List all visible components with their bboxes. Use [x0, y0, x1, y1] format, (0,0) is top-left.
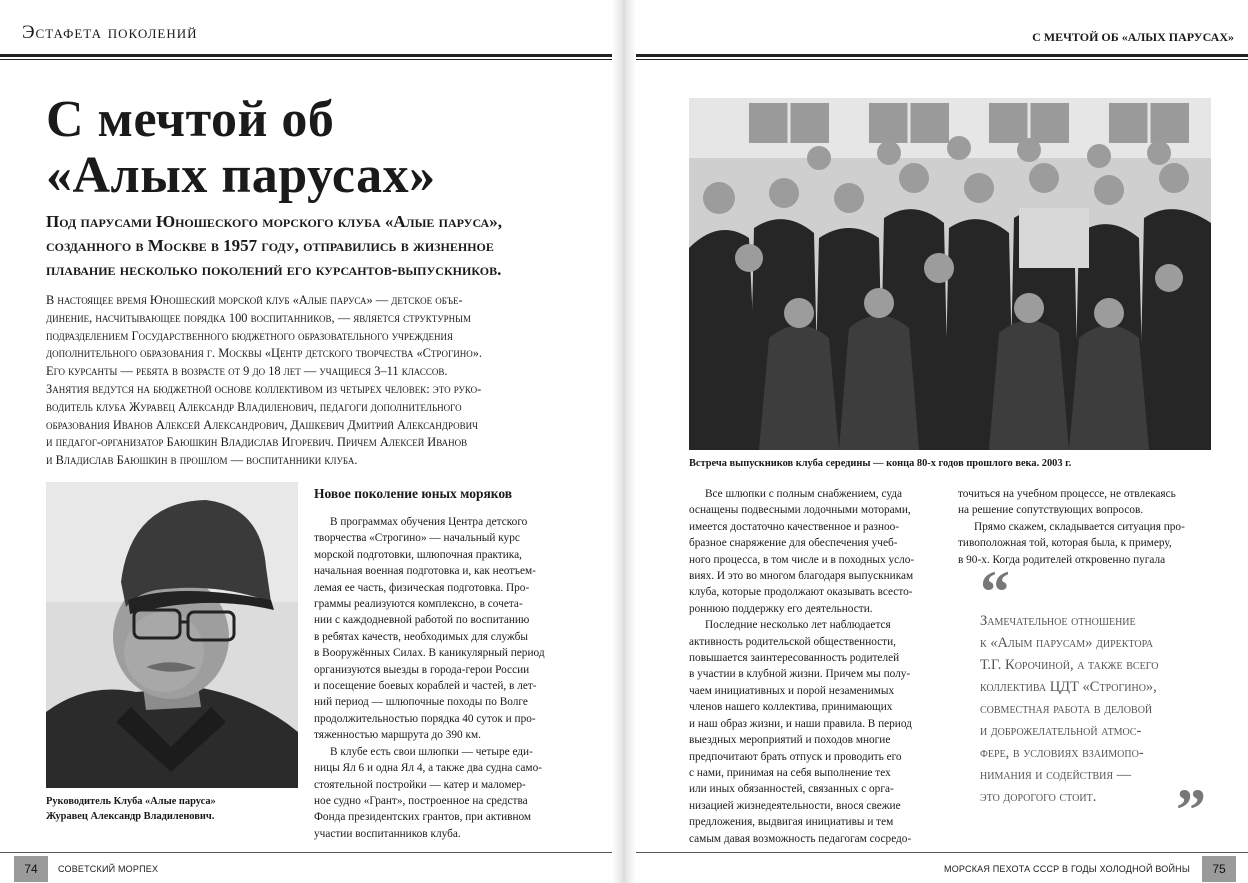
- right-page: [624, 0, 1248, 883]
- body-line: Последние несколько лет наблюдается: [705, 619, 891, 632]
- body-line: в Вооружённых Силах. В каникулярный период: [314, 647, 545, 660]
- top-rule-right-thin: [636, 59, 1248, 60]
- body-line: морской подготовки, шлюпочная практика,: [314, 548, 522, 561]
- body-line: нии с каждодневной работой по воспитанию: [314, 614, 530, 627]
- group-photo: [689, 98, 1211, 450]
- spine-gutter: [612, 0, 636, 883]
- quote-line: коллектива ЦДТ «Строгино»,: [980, 679, 1157, 695]
- intro-line: Занятия ведутся на бюджетной основе коллективом из четырех человек: это руко-: [46, 381, 482, 396]
- group-photo-caption: Встреча выпускников клуба середины — конца 80-х годов прошлого века. 2003 г.: [689, 458, 1072, 469]
- footer-left: СОВЕТСКИЙ МОРПЕХ: [58, 864, 159, 874]
- lead-line: плавание несколько поколений его курсантов-выпускников.: [46, 260, 502, 279]
- quote-open-icon: “: [980, 559, 1010, 625]
- intro-line: В настоящее время Юношеский морской клуб «Алые паруса» — детское объе-: [46, 293, 463, 307]
- quote-line: фере, в условиях взаимопо-: [980, 745, 1144, 761]
- body-line: чаем инициативных и порой незаменимых: [689, 684, 895, 697]
- intro-line: Его курсанты — ребята в возрасте от 9 до 18 лет — учащиеся 3–11 классов.: [46, 364, 448, 379]
- body-line: ницы Ял 6 и одна Ял 4, а также два судна само-: [314, 762, 542, 775]
- footer-rule-left: [0, 852, 612, 853]
- body-line: участии воспитанников клуба.: [314, 827, 461, 840]
- body-line: предложения, выдвигая инициативы и тем: [689, 816, 894, 829]
- quote-line: Замечательное отношение: [980, 613, 1136, 629]
- running-head-right: С МЕЧТОЙ ОБ «АЛЫХ ПАРУСАХ»: [1032, 30, 1234, 44]
- caption-line: Журавец Александр Владиленович.: [46, 811, 215, 822]
- body-line: низацией жизнедеятельности, внося свежие: [689, 799, 901, 812]
- intro-line: образования Иванов Алексей Александрович, Дашкевич Дмитрий Александрович: [46, 417, 478, 432]
- body-line: продолжительностью порядка 40 суток и про-: [314, 712, 536, 725]
- body-line: повышается заинтересованность родителей: [689, 652, 900, 665]
- body-line: тивоположная той, которая была, к примеру,: [958, 537, 1172, 550]
- quote-line: Т.Г. Корочиной, а также всего: [980, 657, 1159, 673]
- body-line: на решение сопутствующих вопросов.: [958, 504, 1144, 517]
- title-line-2: «Алых парусах»: [46, 147, 436, 204]
- body-line: имеется достаточно качественное и разноо-: [689, 520, 900, 533]
- portrait-illustration: [46, 482, 298, 788]
- lead-paragraph: [46, 210, 566, 282]
- body-line: лемая ее часть, физическая подготовка. Про-: [314, 581, 530, 594]
- section-subhead: Новое поколение юных моряков: [314, 486, 513, 501]
- body-line: граммы реализуются комплексно, в сочета-: [314, 598, 523, 611]
- body-line: ного процесса, в том числе и в походных усло-: [689, 553, 915, 566]
- intro-line: дополнительного образования г. Москвы «Центр детского творчества «Строгино».: [46, 346, 483, 361]
- quote-line: к «Алым парусам» директора: [980, 635, 1154, 651]
- body-line: предпочитают брать отпуск и проводить его: [689, 750, 902, 763]
- article-title: [46, 92, 436, 204]
- intro-paragraph: [46, 292, 566, 470]
- body-line: творчества «Строгино» — начальный курс: [314, 532, 520, 545]
- body-line: и посещение боевых кораблей и частей, в лет-: [314, 680, 537, 693]
- body-line: клуба, которые продолжают оказывать всесто-: [689, 586, 913, 599]
- body-line: в ребятах качеств, необходимых для службы: [314, 630, 528, 643]
- body-line: тяженностью маршрута до 390 км.: [314, 729, 481, 742]
- group-photo-illustration: [689, 98, 1211, 450]
- page-number-right: 75: [1202, 856, 1236, 882]
- body-line: В программах обучения Центра детского: [330, 516, 528, 528]
- body-line: членов нашего коллектива, принимающих: [689, 701, 893, 714]
- quote-close-icon: ”: [1176, 777, 1206, 843]
- body-line: в 90-х. Когда родителей откровенно пугала: [958, 553, 1166, 566]
- title-line-1: С мечтой об: [46, 91, 335, 148]
- body-line: самым давая возможность педагогам сосредо-: [689, 832, 912, 845]
- body-line: стоятельной постройки — катер и маломер-: [314, 778, 526, 791]
- top-rule-left-thin: [0, 59, 612, 60]
- intro-line: водитель клуба Журавец Александр Владиленович, педагоги дополнительного: [46, 399, 462, 414]
- left-body-column: [314, 514, 568, 842]
- footer-right: МОРСКАЯ ПЕХОТА СССР В ГОДЫ ХОЛОДНОЙ ВОЙНЫ: [944, 864, 1190, 874]
- body-line: оснащены подвесными лодочными моторами,: [689, 504, 911, 517]
- intro-line: динение, насчитывающее порядка 100 воспитанников, — является структурным: [46, 310, 471, 325]
- portrait-photo: [46, 482, 298, 788]
- body-line: начальная военная подготовка и, как неотъем-: [314, 565, 536, 578]
- body-line: Все шлюпки с полным снабжением, суда: [705, 488, 903, 500]
- body-line: Фонда президентских грантов, при активном: [314, 811, 532, 824]
- quote-line: совместная работа в деловой: [980, 701, 1153, 717]
- page-number-left: 74: [14, 856, 48, 882]
- intro-line: подразделением Государственного бюджетного образовательного учреждения: [46, 328, 454, 343]
- body-line: или иных обязанностей, связанных с орга-: [689, 783, 894, 796]
- right-body-column-2: [958, 486, 1214, 568]
- caption-line: Руководитель Клуба «Алые паруса»: [46, 796, 216, 807]
- top-rule-right: [636, 54, 1248, 57]
- body-line: виях. И это во многом благодаря выпускникам: [689, 570, 914, 583]
- body-line: В клубе есть свои шлюпки — четыре еди-: [330, 745, 533, 758]
- intro-line: и педагог-организатор Баюшкин Владислав Игоревич. Причем Алексей Иванов: [46, 435, 468, 450]
- body-line: выездных мероприятий и походов многие: [689, 734, 891, 747]
- lead-line: созданного в Москве в 1957 году, отправились в жизненное: [46, 236, 494, 255]
- body-line: роннюю поддержку его деятельности.: [689, 602, 873, 615]
- body-line: с нами, принимая на себя выполнение тех: [689, 766, 891, 779]
- body-line: точиться на учебном процессе, не отвлекаясь: [958, 488, 1176, 500]
- top-rule-left: [0, 54, 612, 57]
- running-head-left: Эстафета поколений: [22, 22, 198, 43]
- body-line: Прямо скажем, складывается ситуация про-: [974, 520, 1185, 533]
- right-body-column-1: [689, 486, 943, 847]
- intro-line: и Владислав Баюшкин в прошлом — воспитанники клуба.: [46, 453, 358, 468]
- lead-line: Под парусами Юношеского морского клуба «Алые паруса»,: [46, 212, 502, 231]
- body-line: ное судно «Грант», построенное на средства: [314, 794, 528, 807]
- footer-rule-right: [636, 852, 1248, 853]
- quote-line: и доброжелательной атмос-: [980, 723, 1142, 739]
- quote-line: это дорогого стоит.: [980, 789, 1097, 805]
- quote-line: нимания и содействия —: [980, 767, 1132, 783]
- portrait-caption: [46, 794, 306, 824]
- body-line: бразное снаряжение для обеспечения учеб-: [689, 537, 898, 550]
- body-line: активность родительской общественности,: [689, 635, 896, 648]
- body-line: организуются выезды в города-герои России: [314, 663, 530, 676]
- body-line: в участии в клубной жизни. Причем мы полу-: [689, 668, 911, 681]
- body-line: и наш образ жизни, и наши правила. В период: [689, 717, 912, 730]
- body-line: ний период — шлюпочные походы по Волге: [314, 696, 528, 709]
